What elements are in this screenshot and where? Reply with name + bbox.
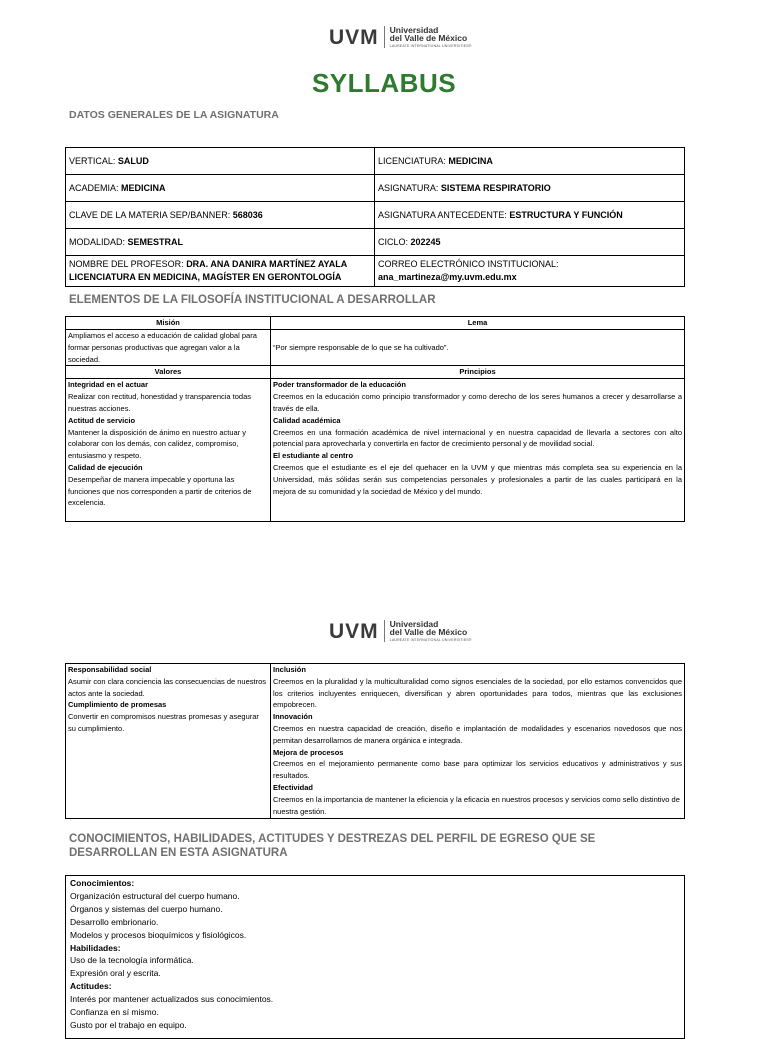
perfil-heading-line1: CONOCIMIENTOS, HABILIDADES, ACTITUDES Y DESTREZAS DEL PERFIL DE EGRESO QUE SE bbox=[69, 833, 596, 845]
vertical-cell: VERTICAL: SALUD bbox=[66, 148, 375, 175]
lema-header: Lema bbox=[271, 317, 685, 330]
logo-text bbox=[390, 620, 472, 643]
modalidad-cell: MODALIDAD: SEMESTRAL bbox=[66, 229, 375, 256]
list-item: Desarrollo embrionario. bbox=[70, 916, 159, 927]
list-item: Confianza en sí mismo. bbox=[70, 1007, 159, 1018]
principio-title: Poder transformador de la educación bbox=[273, 380, 406, 390]
perfil-heading bbox=[69, 832, 595, 860]
uvm-logo-page2 bbox=[329, 619, 479, 643]
logo-line2: del Valle de México bbox=[389, 627, 468, 638]
perfil-table bbox=[65, 875, 685, 1039]
perfil-heading-line2: DESARROLLAN EN ESTA ASIGNATURA bbox=[69, 847, 288, 859]
principio-text: Creemos en una formación académica de nivel internacional y en nuestra capacidad de llevarla a sectores con alto potencial para aprovecharla y convertirla en factor de crecimiento personal y de movilidad social. bbox=[273, 427, 682, 449]
logo-line1: Universidad bbox=[389, 24, 439, 35]
perfil-cell bbox=[66, 876, 685, 1039]
principios-header: Principios bbox=[271, 366, 685, 379]
lema-text: “Por siempre responsable de lo que se ha cultivado”. bbox=[271, 330, 685, 366]
logo-line3: LAUREATE INTERNATIONAL UNIVERSITIES® bbox=[389, 637, 472, 642]
licenciatura-cell: LICENCIATURA: MEDICINA bbox=[375, 148, 685, 175]
valor-title: Calidad de ejecución bbox=[68, 462, 143, 472]
valor-text: Mantener la disposición de ánimo en nuestro actuar y colaborar con los demás, con calidez, compromiso, entusiasmo y respeto. bbox=[68, 427, 247, 461]
page-title: SYLLABUS bbox=[311, 68, 457, 98]
logo-line1: Universidad bbox=[389, 618, 439, 629]
logo-divider bbox=[384, 620, 385, 642]
principio-title: Calidad académica bbox=[273, 415, 341, 425]
valor-title: Cumplimiento de promesas bbox=[68, 700, 167, 710]
principios-cell-continued bbox=[271, 664, 685, 819]
email-link[interactable]: ana_martineza@my.uvm.edu.mx bbox=[378, 272, 517, 282]
list-item: Gusto por el trabajo en equipo. bbox=[70, 1019, 187, 1030]
principio-title: Innovación bbox=[273, 712, 313, 722]
list-item: Modelos y procesos bioquímicos y fisiológicos. bbox=[70, 929, 247, 940]
list-item: Organización estructural del cuerpo humano. bbox=[70, 890, 240, 901]
logo-mark: UVM bbox=[329, 25, 379, 49]
mision-header: Misión bbox=[66, 317, 271, 330]
logo-line3: LAUREATE INTERNATIONAL UNIVERSITIES® bbox=[389, 43, 472, 48]
valor-text: Realizar con rectitud, honestidad y transparencia todas nuestras acciones. bbox=[68, 392, 252, 413]
valores-cell-continued bbox=[66, 664, 271, 819]
valor-text: Asumir con clara conciencia las consecuencias de nuestros actos ante la sociedad. bbox=[68, 676, 267, 698]
conocimientos-title: Conocimientos: bbox=[70, 878, 135, 888]
principios-cell bbox=[271, 379, 685, 522]
asignatura-cell: ASIGNATURA: SISTEMA RESPIRATORIO bbox=[375, 175, 685, 202]
filosofia-heading: ELEMENTOS DE LA FILOSOFÍA INSTITUCIONAL A DESARROLLAR bbox=[69, 294, 436, 306]
clave-cell: CLAVE DE LA MATERIA SEP/BANNER: 568036 bbox=[66, 202, 375, 229]
principio-text: Creemos en nuestra capacidad de creación, diseño e implantación de modalidades y escenarios novedosos que nos permitan desarrollarnos de manera orgánica e integrada. bbox=[273, 723, 682, 745]
valores-cell bbox=[66, 379, 271, 522]
profesor-cell: NOMBRE DEL PROFESOR: DRA. ANA DANIRA MARTÍNEZ AYALA LICENCIATURA EN MEDICINA, MAGÍSTER EN GERONTOLOGÍA bbox=[66, 256, 375, 287]
actitudes-title: Actitudes: bbox=[70, 981, 112, 992]
logo-mark: UVM bbox=[329, 619, 379, 643]
filosofia-table-continued bbox=[65, 663, 685, 819]
principio-title: Inclusión bbox=[273, 665, 306, 674]
valor-text: Desempeñar de manera impecable y oportuna las funciones que nos corresponden a partir de criterios de excelencia. bbox=[68, 474, 252, 508]
principio-text: Creemos en la educación como principio transformador y como derecho de los seres humanos a crecer y desarrollarse a través de ella. bbox=[273, 392, 682, 413]
logo-divider bbox=[384, 26, 385, 48]
principio-text: Creemos que el estudiante es el eje del quehacer en la UVM y que mientras más completa sea su experiencia en la Universidad, más sólidas serán sus competencias personales y profesionales a partir de las cuales participará en la mejora de su comunidad y la sociedad de México y del mundo. bbox=[273, 462, 682, 496]
valores-header: Valores bbox=[66, 366, 271, 379]
logo-line2: del Valle de México bbox=[389, 33, 468, 44]
list-item: Interés por mantener actualizados sus conocimientos. bbox=[70, 994, 274, 1005]
logo-text bbox=[390, 26, 472, 49]
uvm-logo bbox=[329, 25, 479, 49]
valor-title: Responsabilidad social bbox=[68, 665, 152, 674]
datos-generales-heading: DATOS GENERALES DE LA ASIGNATURA bbox=[69, 109, 279, 121]
valor-title: Actitud de servicio bbox=[68, 415, 136, 425]
valor-text: Convertir en compromisos nuestras promesas y asegurar su cumplimiento. bbox=[68, 712, 259, 733]
list-item: Órganos y sistemas del cuerpo humano. bbox=[70, 903, 223, 914]
valor-title: Integridad en el actuar bbox=[68, 380, 149, 390]
correo-cell: CORREO ELECTRÓNICO INSTITUCIONAL: ana_martineza@my.uvm.edu.mx bbox=[375, 256, 685, 287]
principio-text: Creemos en el mejoramiento permanente como base para optimizar los servicios educativos y administrativos y sus resultados. bbox=[273, 759, 682, 781]
principio-title: El estudiante al centro bbox=[273, 451, 354, 461]
filosofia-table bbox=[65, 316, 685, 522]
principio-text: Creemos en la pluralidad y la multiculturalidad como signos esenciales de la sociedad, por ello estamos convencidos que los criterios incluyentes enriquecen, diversifican y abren oportunidades para todos, mientras que las exclusiones empobrecen. bbox=[273, 676, 682, 710]
principio-title: Efectividad bbox=[273, 782, 314, 792]
academia-cell: ACADEMIA: MEDICINA bbox=[66, 175, 375, 202]
habilidades-title: Habilidades: bbox=[70, 942, 121, 953]
principio-title: Mejora de procesos bbox=[273, 747, 344, 757]
ciclo-cell: CICLO: 202245 bbox=[375, 229, 685, 256]
list-item: Uso de la tecnología informática. bbox=[70, 955, 194, 966]
general-info-table bbox=[65, 147, 685, 287]
principio-text: Creemos en la importancia de mantener la eficiencia y la eficacia en nuestros procesos y servicios como sello distintivo de nuestra gestión. bbox=[273, 794, 680, 816]
mision-text: Ampliamos el acceso a educación de calidad global para formar personas productivas que agregan valor a la sociedad. bbox=[66, 330, 271, 366]
antecedente-cell: ASIGNATURA ANTECEDENTE: ESTRUCTURA Y FUNCIÓN bbox=[375, 202, 685, 229]
list-item: Expresión oral y escrita. bbox=[70, 968, 161, 979]
